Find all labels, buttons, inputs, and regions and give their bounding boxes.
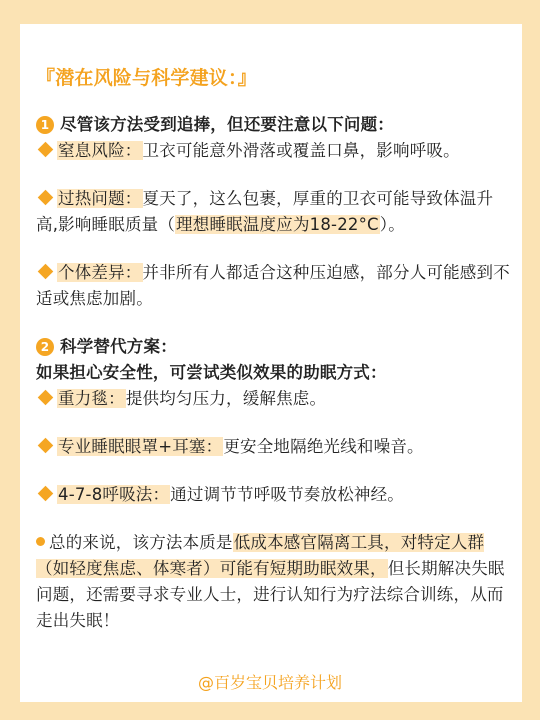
diamond-bullet-icon — [38, 264, 54, 280]
diamond-bullet-icon — [38, 438, 54, 454]
alt-item-eyemask — [36, 434, 512, 460]
item-label: 窒息风险： — [58, 141, 142, 160]
summary-paragraph: 总的来说，该方法本质是低成本感官隔离工具，对特定人群（如轻度焦虑、体寒者）可能有短期助眠效果，但长期解决失眠问题，还需要寻求专业人士，进行认知行为疗法综合训练，从而走出失眠！ — [36, 533, 505, 630]
diamond-bullet-icon — [38, 190, 54, 206]
item-text: 更安全地隔绝光线和噪音。 — [223, 437, 424, 456]
item-label: 4-7-8呼吸法： — [58, 485, 170, 504]
item-text: 提供均匀压力，缓解焦虑。 — [125, 389, 327, 408]
number-badge-icon: 2 — [36, 338, 54, 356]
alt-item-blanket — [36, 386, 512, 412]
diamond-bullet-icon — [38, 486, 54, 502]
dot-bullet-icon — [36, 537, 45, 546]
risk-item-overheat — [36, 186, 512, 238]
alt-item-breathing — [36, 482, 512, 508]
item-text: 夏天了，这么包裹，厚重的卫衣可能导致体温升高,影响睡眠质量（ — [36, 189, 494, 234]
item-label: 重力毯： — [58, 389, 125, 408]
item-text: 通过调节节呼吸节奏放松神经。 — [170, 485, 405, 504]
section1-heading: 1 尽管该方法受到追捧，但还要注意以下问题： — [36, 112, 512, 138]
number-badge-icon: 1 — [36, 116, 54, 134]
summary-highlight: 低成本感官隔离工具，对特定人群（如轻度焦虑、体寒者）可能有短期助眠效果， — [36, 533, 485, 578]
item-highlight: 理想睡眠温度应为18-22°C — [176, 215, 379, 234]
section2-subheading: 如果担心安全性，可尝试类似效果的助眠方式： — [36, 363, 387, 382]
risk-item-individual — [36, 260, 512, 312]
section2-heading: 2 科学替代方案： — [36, 334, 512, 360]
item-text: 并非所有人都适合这种压迫感，部分人可能感到不适或焦虑加剧。 — [36, 263, 510, 308]
item-text: 卫衣可能意外滑落或覆盖口鼻，影响呼吸。 — [142, 141, 460, 160]
risk-item-suffocation — [36, 138, 512, 164]
item-label: 专业睡眠眼罩+耳塞： — [58, 437, 223, 456]
footer-handle: @百岁宝贝培养计划 — [197, 673, 342, 692]
page-title: 『潜在风险与科学建议：』 — [36, 67, 257, 89]
item-label: 个体差异： — [58, 263, 142, 282]
item-label: 过热问题： — [58, 189, 142, 208]
item-tail: ）。 — [379, 215, 405, 234]
article-body — [36, 64, 512, 634]
diamond-bullet-icon — [38, 142, 54, 158]
diamond-bullet-icon — [38, 390, 54, 406]
